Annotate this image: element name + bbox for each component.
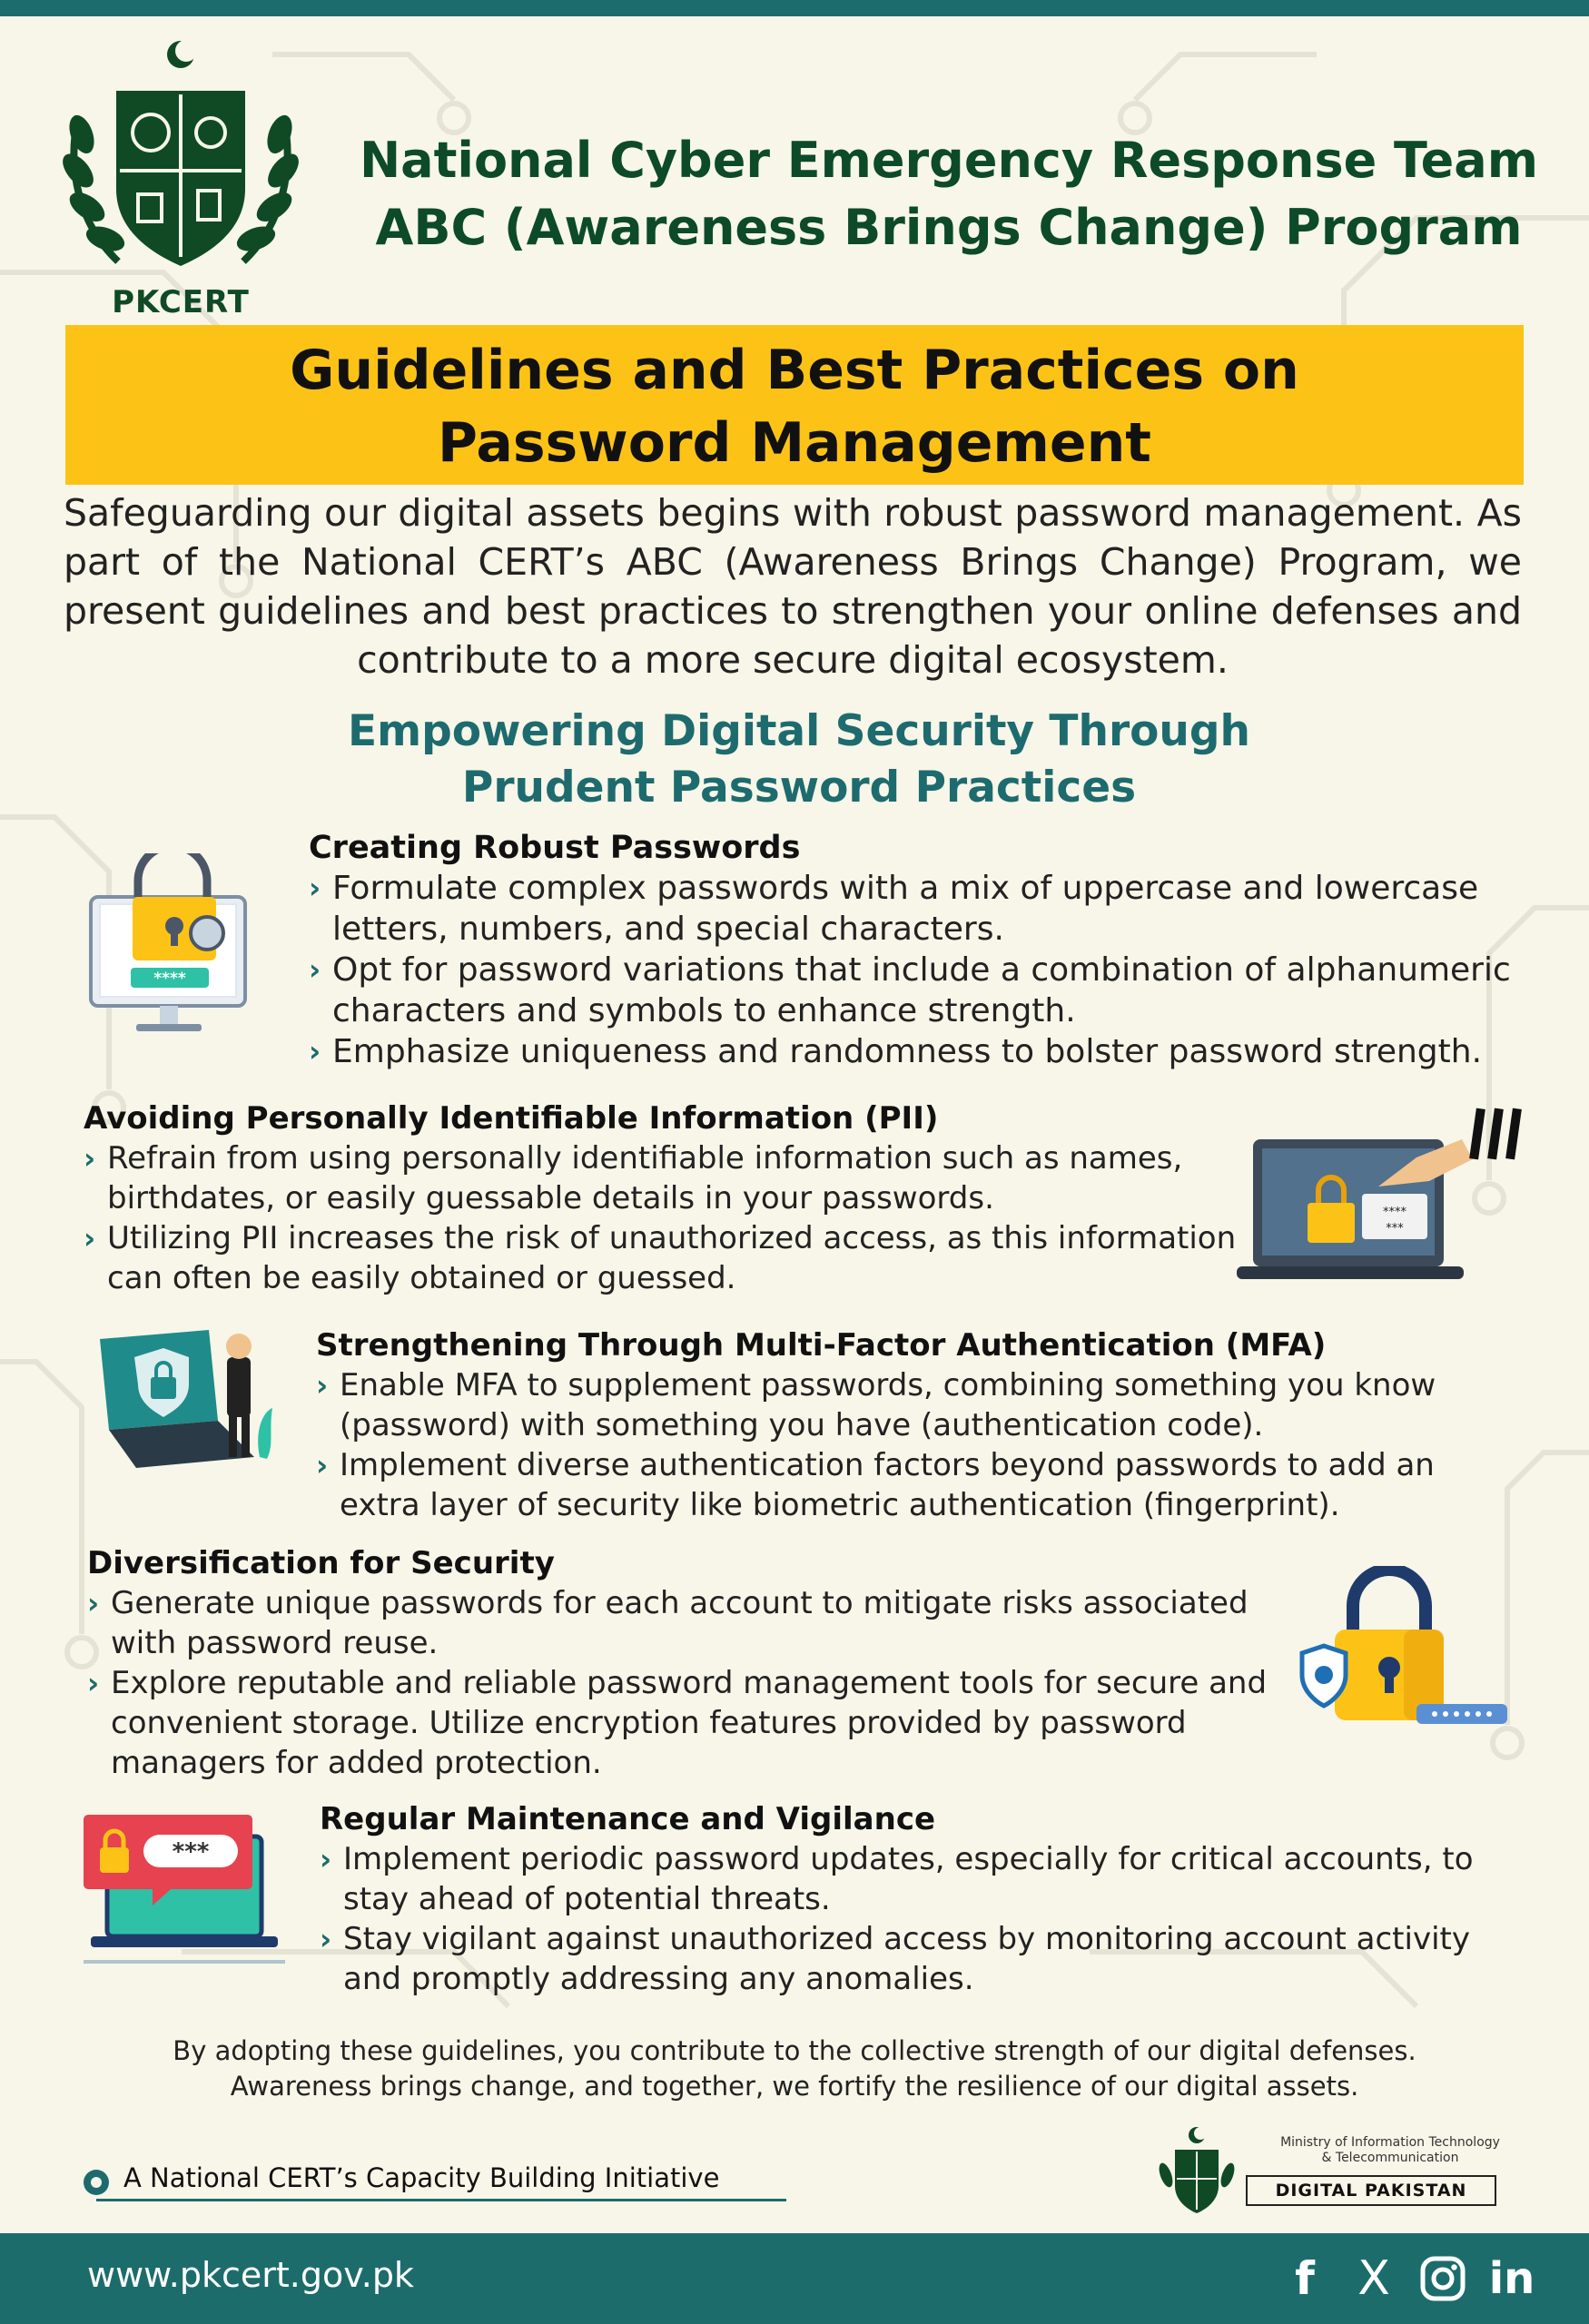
chevron-right-icon: ›: [87, 1666, 100, 1700]
digital-pakistan-badge: DIGITAL PAKISTAN: [1246, 2175, 1496, 2206]
chevron-right-icon: ›: [316, 1368, 329, 1403]
padlock-shield-icon: [1298, 1566, 1516, 1738]
footer: [0, 2233, 1589, 2324]
closing-line1: By adopting these guidelines, you contribute to the collective strength of our digital defenses.: [173, 2035, 1416, 2066]
section-title: Regular Maintenance and Vigilance: [320, 1801, 936, 1837]
bullet-item: [87, 1583, 1304, 1663]
bullet-item: [320, 1839, 1518, 1919]
chevron-right-icon: ›: [316, 1448, 329, 1482]
section-title: Strengthening Through Multi-Factor Authentication (MFA): [316, 1327, 1327, 1364]
government-emblem-icon: [1159, 2124, 1235, 2219]
bullet-text: Generate unique passwords for each account to mitigate risks associated with password reuse.: [111, 1585, 1248, 1661]
title-banner: [65, 325, 1524, 485]
intro-paragraph: Safeguarding our digital assets begins with robust password management. As part of the National CERT’s ABC (Awareness Brings Change) Program, we present guidelines and best practices to strengthen your online defenses and contribute to a more secure digital ecosystem.: [64, 491, 1522, 682]
laptop-theft-icon: [1235, 1103, 1535, 1285]
bullet-text: Stay vigilant against unauthorized access by monitoring account activity and promptly addressing any anomalies.: [343, 1921, 1470, 1997]
password-mask-3: ***: [172, 1838, 210, 1866]
org-title-line1: National Cyber Emergency Response Team: [359, 132, 1539, 189]
pkcert-crest-icon: [62, 34, 300, 284]
bullet-item: [309, 1031, 1525, 1072]
chevron-right-icon: ›: [309, 952, 321, 987]
bullet-text: Emphasize uniqueness and randomness to bolster password strength.: [332, 1033, 1483, 1070]
initiative-underline: [96, 2199, 786, 2201]
subheading-line1: Empowering Digital Security Through: [348, 706, 1250, 756]
computer-lock-icon: [73, 853, 254, 1044]
linkedin-icon[interactable]: in: [1488, 2253, 1535, 2304]
chevron-right-icon: ›: [309, 871, 321, 905]
chevron-right-icon: ›: [320, 1922, 332, 1956]
chevron-right-icon: ›: [320, 1842, 332, 1876]
password-mask-2a: ****: [1383, 1206, 1406, 1219]
password-mask-2b: ***: [1386, 1222, 1404, 1236]
bullet-item: [309, 868, 1525, 950]
bullet-text: Implement periodic password updates, especially for critical accounts, to stay ahead of potential threats.: [343, 1841, 1474, 1917]
social-links: [1278, 2251, 1538, 2306]
location-dot-icon: [84, 2170, 109, 2195]
pkcert-logo: [62, 34, 300, 323]
bullet-item: [316, 1365, 1524, 1445]
top-bar: [0, 0, 1589, 16]
mfa-laptop-shield-icon: [82, 1321, 281, 1475]
bullet-item: [309, 950, 1525, 1031]
section-maintenance: [320, 1799, 1518, 1999]
section-title: Avoiding Personally Identifiable Information (PII): [84, 1100, 939, 1137]
facebook-icon[interactable]: f: [1295, 2252, 1315, 2305]
subheading-line2: Prudent Password Practices: [461, 763, 1137, 812]
ministry-logo-block: [1159, 2124, 1522, 2224]
org-title-line2: ABC (Awareness Brings Change) Program: [375, 199, 1523, 256]
ministry-line2: & Telecommunication: [1321, 2151, 1459, 2165]
banner-line1: Guidelines and Best Practices on: [290, 339, 1299, 402]
chevron-right-icon: ›: [84, 1141, 96, 1176]
chevron-right-icon: ›: [309, 1034, 321, 1068]
section-title: Creating Robust Passwords: [309, 830, 801, 866]
bullet-item: [320, 1919, 1518, 1999]
password-alert-monitor-icon: [80, 1811, 289, 1965]
section-title: Diversification for Security: [87, 1545, 555, 1581]
bullet-item: [84, 1138, 1264, 1218]
section-creating-robust-passwords: [309, 828, 1525, 1072]
x-icon[interactable]: X: [1357, 2251, 1390, 2306]
bullet-item: [87, 1663, 1304, 1783]
chevron-right-icon: ›: [84, 1221, 96, 1256]
bullet-text: Utilizing PII increases the risk of unauthorized access, as this information can often be easily obtained or guessed.: [107, 1220, 1237, 1296]
bullet-text: Implement diverse authentication factors beyond passwords to add an extra layer of security like biometric authentication (fingerprint).: [340, 1447, 1435, 1523]
bullet-text: Explore reputable and reliable password management tools for secure and convenient storage. Utilize encryption features provided by password managers for added protection.: [111, 1665, 1268, 1781]
section-mfa: [316, 1325, 1524, 1525]
chevron-right-icon: ›: [87, 1586, 100, 1620]
closing-line2: Awareness brings change, and together, we fortify the resilience of our digital assets.: [230, 2071, 1359, 2102]
bullet-text: Opt for password variations that include a combination of alphanumeric characters and symbols to enhance strength.: [332, 951, 1511, 1029]
bullet-text: Refrain from using personally identifiable information such as names, birthdates, or easily guessable details in your passwords.: [107, 1140, 1183, 1216]
organization-title: [327, 127, 1571, 261]
ministry-line1: Ministry of Information Technology: [1280, 2135, 1500, 2150]
bullet-text: Enable MFA to supplement passwords, combining something you know (password) with something you have (authentication code).: [340, 1367, 1436, 1443]
bullet-item: [84, 1218, 1264, 1298]
password-mask-1: ****: [153, 970, 186, 988]
bullet-text: Formulate complex passwords with a mix of uppercase and lowercase letters, numbers, and special characters.: [332, 870, 1479, 948]
logo-text: PKCERT: [112, 284, 250, 320]
section-diversification: [87, 1543, 1304, 1783]
instagram-glyph: [1419, 2255, 1466, 2302]
capacity-building-initiative: [84, 2162, 719, 2204]
bullet-item: [316, 1445, 1524, 1525]
initiative-label: A National CERT’s Capacity Building Initiative: [123, 2162, 720, 2193]
section-subheading: [154, 704, 1444, 816]
instagram-icon[interactable]: [1416, 2252, 1469, 2305]
closing-statement: [145, 2034, 1444, 2104]
banner-line2: Password Management: [437, 411, 1151, 475]
section-avoiding-pii: [84, 1098, 1264, 1298]
ministry-name: [1268, 2135, 1513, 2166]
website-link[interactable]: www.pkcert.gov.pk: [87, 2255, 414, 2295]
